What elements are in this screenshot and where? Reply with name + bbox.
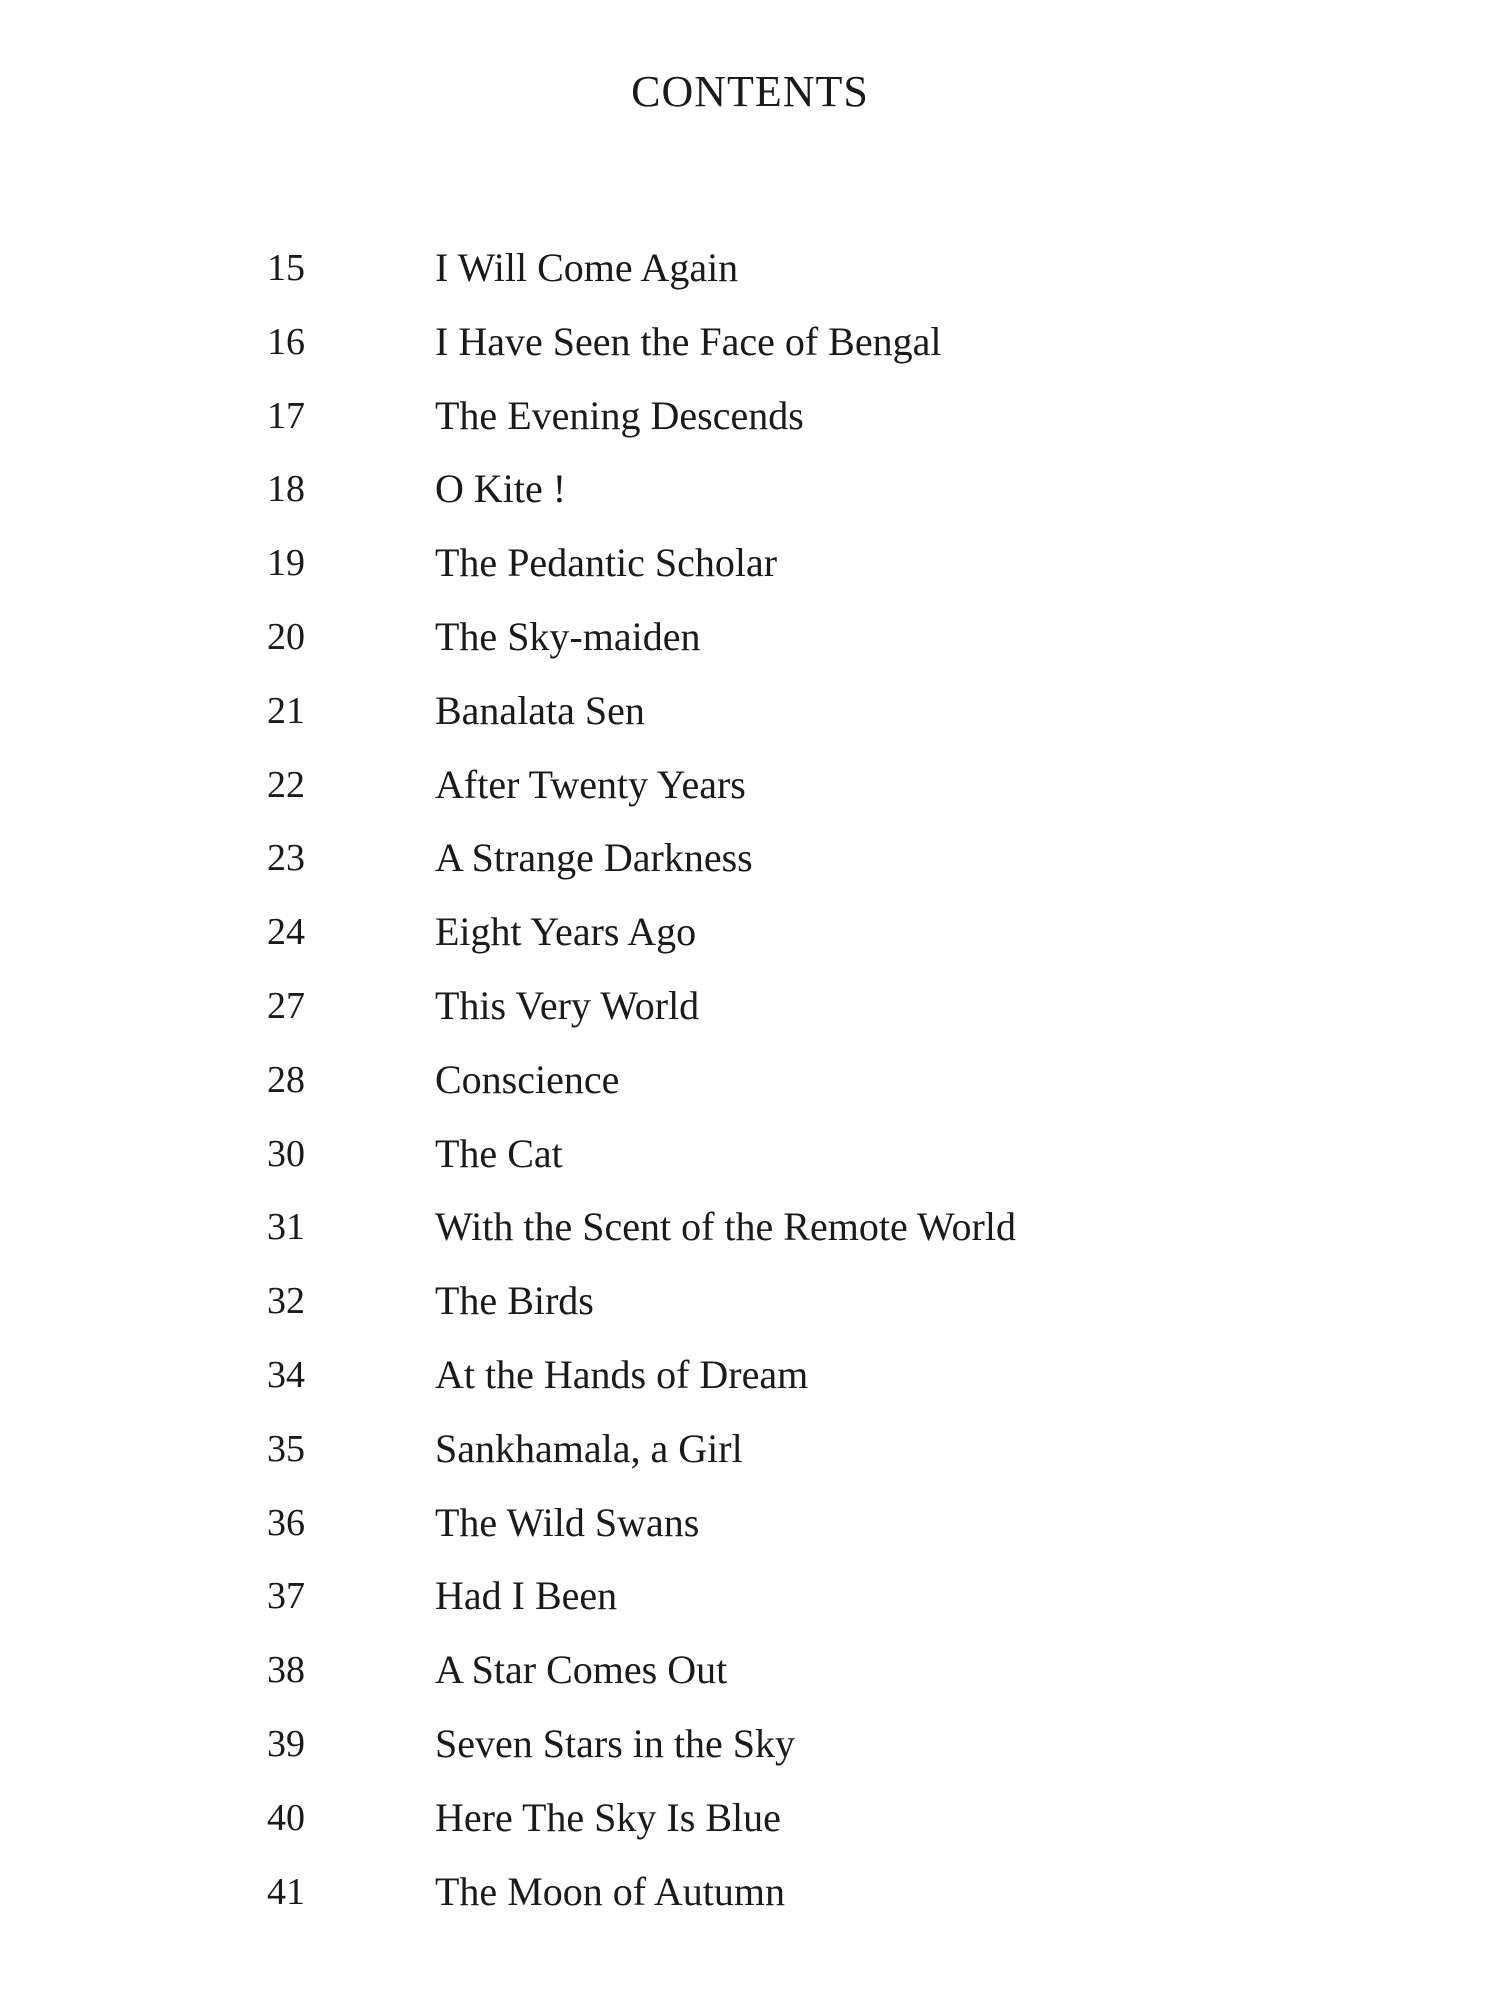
toc-entry-title: Eight Years Ago <box>435 909 697 955</box>
toc-entry <box>0 607 1500 681</box>
toc-entry <box>0 1419 1500 1493</box>
toc-entry-title: Seven Stars in the Sky <box>435 1720 795 1766</box>
toc-entry <box>0 976 1500 1050</box>
toc-page-number: 15 <box>267 247 305 289</box>
toc-entry-title: The Pedantic Scholar <box>435 540 778 586</box>
toc-entry <box>0 1862 1500 1936</box>
toc-entry <box>0 902 1500 976</box>
toc-entry-title: Here The Sky Is Blue <box>435 1794 781 1840</box>
toc-page-number: 40 <box>267 1796 305 1839</box>
toc-page-number: 39 <box>267 1722 305 1765</box>
toc-entry <box>0 1566 1500 1640</box>
toc-page-number: 20 <box>267 615 305 658</box>
toc-page-number: 27 <box>267 984 305 1027</box>
toc-entry <box>0 828 1500 902</box>
toc-entry-title: Had I Been <box>435 1573 618 1619</box>
toc-entry <box>0 312 1500 386</box>
toc-page-number: 35 <box>267 1427 305 1470</box>
toc-entry-title: Sankhamala, a Girl <box>435 1425 743 1471</box>
toc-entry <box>0 1050 1500 1124</box>
toc-entry <box>0 1197 1500 1271</box>
toc-entry <box>0 1345 1500 1419</box>
toc-page-number: 28 <box>267 1058 305 1101</box>
toc-entry-title: This Very World <box>435 982 700 1028</box>
toc-entry-title: Conscience <box>435 1056 620 1102</box>
toc-page-number: 34 <box>267 1353 305 1396</box>
toc-entry <box>0 238 1500 312</box>
toc-page-number: 31 <box>267 1206 305 1249</box>
toc-page-number: 37 <box>267 1575 305 1618</box>
toc-entry <box>0 533 1500 607</box>
toc-page-number: 23 <box>267 837 305 880</box>
toc-entry <box>0 1493 1500 1567</box>
toc-page-number: 24 <box>267 911 305 954</box>
toc-entry-title: O Kite ! <box>435 466 567 512</box>
toc-entry <box>0 1271 1500 1345</box>
toc-entry-title: The Birds <box>435 1278 594 1324</box>
toc-entry-title: A Star Comes Out <box>435 1647 728 1693</box>
toc-entry-title: I Have Seen the Face of Bengal <box>435 318 942 364</box>
toc-page-number: 41 <box>267 1870 305 1913</box>
toc-entry-title: Banalata Sen <box>435 687 645 733</box>
toc-entry-title: The Sky-maiden <box>435 613 701 659</box>
toc-entry <box>0 386 1500 460</box>
table-of-contents <box>0 238 1500 1935</box>
toc-entry <box>0 681 1500 755</box>
toc-entry <box>0 1788 1500 1862</box>
toc-entry <box>0 1124 1500 1198</box>
page-title: CONTENTS <box>631 67 869 116</box>
toc-entry-title: The Cat <box>435 1130 563 1176</box>
toc-page-number: 30 <box>267 1132 305 1175</box>
toc-page-number: 19 <box>267 542 305 585</box>
toc-page-number: 38 <box>267 1649 305 1692</box>
toc-entry-title: After Twenty Years <box>435 761 746 807</box>
toc-entry-title: The Wild Swans <box>435 1499 700 1545</box>
toc-page-number: 21 <box>267 689 305 732</box>
toc-entry <box>0 755 1500 829</box>
toc-page-number: 32 <box>267 1280 305 1323</box>
toc-entry-title: At the Hands of Dream <box>435 1351 809 1397</box>
toc-page-number: 17 <box>267 394 305 437</box>
toc-entry <box>0 1714 1500 1788</box>
toc-page-number: 36 <box>267 1501 305 1544</box>
toc-entry <box>0 1640 1500 1714</box>
toc-entry-title: I Will Come Again <box>435 245 739 290</box>
toc-entry <box>0 459 1500 533</box>
toc-page-number: 22 <box>267 763 305 806</box>
toc-entry-title: The Moon of Autumn <box>435 1868 785 1914</box>
toc-entry-title: A Strange Darkness <box>435 835 753 881</box>
toc-page-number: 18 <box>267 468 305 511</box>
toc-entry-title: The Evening Descends <box>435 392 804 438</box>
toc-page-number: 16 <box>267 320 305 363</box>
toc-entry-title: With the Scent of the Remote World <box>435 1204 1016 1250</box>
